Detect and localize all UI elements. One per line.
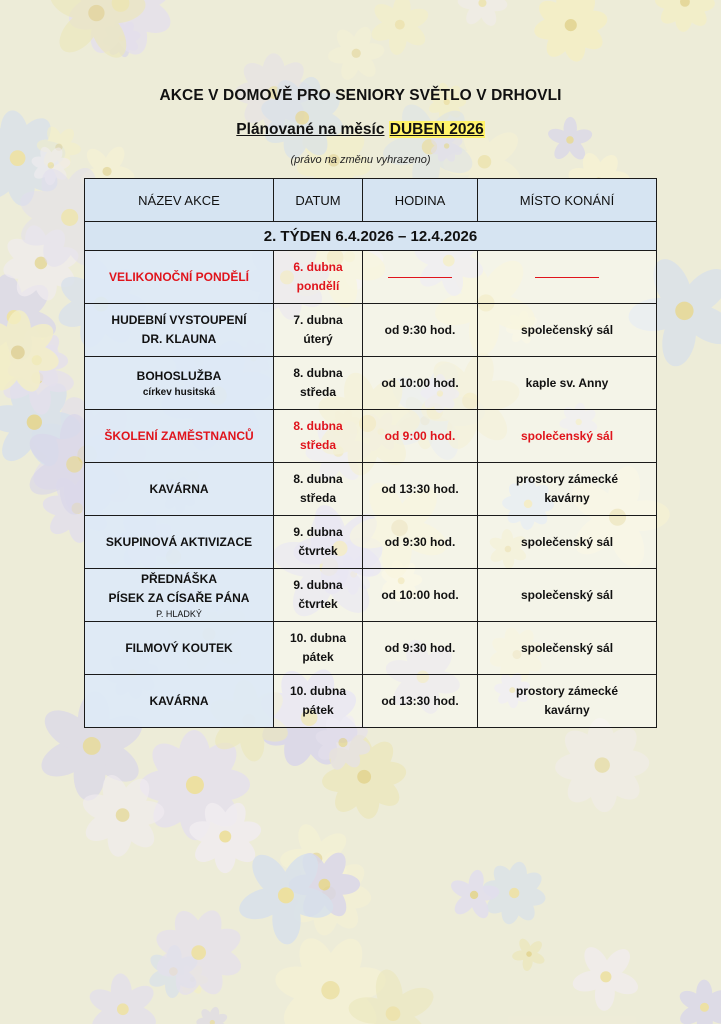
event-place: společenský sál bbox=[520, 534, 614, 549]
event-place: kaple sv. Anny bbox=[525, 375, 609, 390]
event-date-cell bbox=[274, 622, 363, 675]
table-row bbox=[85, 622, 657, 675]
event-place-cell bbox=[478, 251, 657, 304]
event-date: 8. dubna bbox=[293, 472, 343, 486]
event-name-cell bbox=[85, 463, 274, 516]
event-name: SKUPINOVÁ AKTIVIZACE bbox=[105, 534, 253, 549]
event-date: 10. dubna bbox=[289, 631, 346, 645]
event-time: od 9:30 hod. bbox=[384, 322, 456, 337]
event-name-cell bbox=[85, 410, 274, 463]
events-table bbox=[84, 178, 657, 728]
event-date-cell bbox=[274, 516, 363, 569]
event-name: DR. KLAUNA bbox=[141, 332, 217, 346]
event-time: od 13:30 hod. bbox=[381, 693, 459, 708]
event-place: kavárny bbox=[544, 703, 590, 717]
week-row bbox=[85, 222, 657, 251]
event-time: od 10:00 hod. bbox=[381, 587, 459, 602]
table-row bbox=[85, 410, 657, 463]
event-lecturer: P. HLADKÝ bbox=[156, 608, 202, 619]
event-place: prostory zámecké bbox=[515, 472, 619, 486]
event-time-cell bbox=[363, 463, 478, 516]
table-row bbox=[85, 675, 657, 728]
event-time-cell bbox=[363, 304, 478, 357]
event-name-cell bbox=[85, 675, 274, 728]
event-place-cell bbox=[478, 675, 657, 728]
event-name: PÍSEK ZA CÍSAŘE PÁNA bbox=[108, 590, 250, 605]
week-label: 2. TÝDEN 6.4.2026 – 12.4.2026 bbox=[85, 222, 657, 251]
event-time-cell bbox=[363, 410, 478, 463]
column-header-place: MÍSTO KONÁNÍ bbox=[478, 179, 657, 222]
table-row bbox=[85, 569, 657, 622]
table-row bbox=[85, 251, 657, 304]
event-subtitle: církev husitská bbox=[142, 386, 216, 398]
page-title: AKCE V DOMOVĚ PRO SENIORY SVĚTLO V DRHOVLI bbox=[159, 87, 562, 104]
empty-dash bbox=[535, 277, 599, 278]
event-place: společenský sál bbox=[520, 322, 614, 337]
change-note: (právo na změnu vyhrazeno) bbox=[290, 154, 431, 166]
event-date: 9. dubna bbox=[293, 578, 343, 592]
event-place-cell bbox=[478, 569, 657, 622]
page-subtitle bbox=[0, 121, 721, 139]
event-date: pátek bbox=[302, 650, 334, 664]
event-date-cell bbox=[274, 463, 363, 516]
event-date: středa bbox=[299, 385, 337, 399]
table-row bbox=[85, 304, 657, 357]
event-date-cell bbox=[274, 410, 363, 463]
event-place-cell bbox=[478, 622, 657, 675]
event-name-cell bbox=[85, 357, 274, 410]
event-time: od 9:00 hod. bbox=[384, 428, 456, 443]
table-row bbox=[85, 357, 657, 410]
event-date: 9. dubna bbox=[293, 525, 343, 539]
event-date: čtvrtek bbox=[298, 597, 338, 611]
column-header-date: DATUM bbox=[274, 179, 363, 222]
event-time-cell bbox=[363, 251, 478, 304]
event-date: úterý bbox=[303, 332, 333, 346]
event-date: 10. dubna bbox=[289, 684, 346, 698]
event-name: BOHOSLUŽBA bbox=[136, 368, 222, 383]
empty-dash bbox=[388, 277, 452, 278]
event-time: od 9:30 hod. bbox=[384, 534, 456, 549]
event-date: 7. dubna bbox=[293, 313, 343, 327]
event-date-cell bbox=[274, 675, 363, 728]
event-name: KAVÁRNA bbox=[149, 693, 209, 708]
event-time: od 10:00 hod. bbox=[381, 375, 459, 390]
event-date: pondělí bbox=[296, 279, 340, 293]
event-date: středa bbox=[299, 491, 337, 505]
event-place-cell bbox=[478, 463, 657, 516]
event-place: kavárny bbox=[544, 491, 590, 505]
event-name: HUDEBNÍ VYSTOUPENÍ bbox=[111, 313, 247, 327]
event-time-cell bbox=[363, 516, 478, 569]
event-name-cell bbox=[85, 569, 274, 622]
event-place: společenský sál bbox=[520, 587, 614, 602]
event-name: ŠKOLENÍ ZAMĚSTNANCŮ bbox=[104, 428, 254, 443]
event-place-cell bbox=[478, 410, 657, 463]
event-place-cell bbox=[478, 516, 657, 569]
table-row bbox=[85, 516, 657, 569]
event-name: VELIKONOČNÍ PONDĚLÍ bbox=[108, 269, 249, 284]
event-date: pátek bbox=[302, 703, 334, 717]
event-time: od 13:30 hod. bbox=[381, 481, 459, 496]
event-time: od 9:30 hod. bbox=[384, 640, 456, 655]
event-name: PŘEDNÁŠKA bbox=[140, 571, 217, 586]
event-date: 8. dubna bbox=[293, 419, 343, 433]
event-name: FILMOVÝ KOUTEK bbox=[125, 640, 233, 655]
event-date-cell bbox=[274, 251, 363, 304]
event-time-cell bbox=[363, 569, 478, 622]
event-date: středa bbox=[299, 438, 337, 452]
event-name-cell bbox=[85, 251, 274, 304]
event-date: 6. dubna bbox=[293, 260, 343, 274]
event-time-cell bbox=[363, 622, 478, 675]
column-header-name: NÁZEV AKCE bbox=[85, 179, 274, 222]
event-date: čtvrtek bbox=[298, 544, 338, 558]
event-date-cell bbox=[274, 357, 363, 410]
event-date: 8. dubna bbox=[293, 366, 343, 380]
table-header-row bbox=[85, 179, 657, 222]
event-place: společenský sál bbox=[520, 428, 614, 443]
event-name: KAVÁRNA bbox=[149, 481, 209, 496]
event-name-cell bbox=[85, 622, 274, 675]
subtitle-month: DUBEN 2026 bbox=[389, 121, 484, 138]
column-header-time: HODINA bbox=[363, 179, 478, 222]
event-place-cell bbox=[478, 304, 657, 357]
subtitle-prefix: Plánované na měsíc bbox=[236, 121, 385, 138]
event-time-cell bbox=[363, 357, 478, 410]
event-place: společenský sál bbox=[520, 640, 614, 655]
event-time-cell bbox=[363, 675, 478, 728]
event-date-cell bbox=[274, 304, 363, 357]
event-date-cell bbox=[274, 569, 363, 622]
event-name-cell bbox=[85, 304, 274, 357]
event-place-cell bbox=[478, 357, 657, 410]
table-row bbox=[85, 463, 657, 516]
event-name-cell bbox=[85, 516, 274, 569]
event-place: prostory zámecké bbox=[515, 684, 619, 698]
